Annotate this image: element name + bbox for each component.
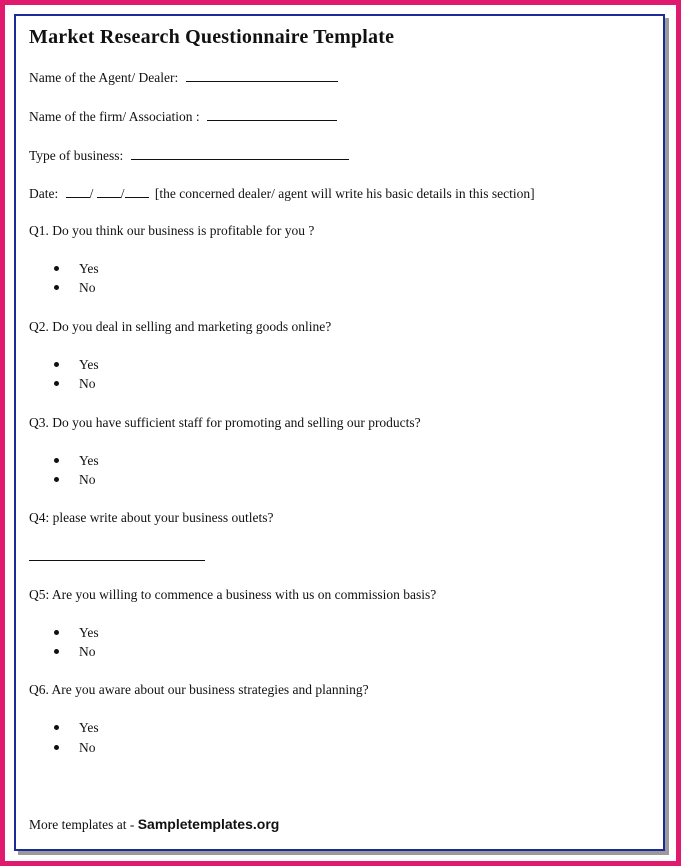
question-4: Q4: please write about your business outlets? xyxy=(29,510,274,525)
date-separator: / xyxy=(89,186,94,201)
bullet-icon xyxy=(54,458,59,463)
footer-brand-link[interactable]: Sampletemplates.org xyxy=(137,816,280,832)
date-month-line[interactable] xyxy=(97,185,121,198)
date-separator: / xyxy=(120,186,125,201)
option-label: No xyxy=(79,280,96,295)
date-note: [the concerned dealer/ agent will write his basic details in this section] xyxy=(154,186,535,201)
option-label: Yes xyxy=(79,720,99,735)
bullet-icon xyxy=(54,630,59,635)
agent-input-line[interactable] xyxy=(186,69,338,82)
document-title: Market Research Questionnaire Template xyxy=(29,26,395,48)
bullet-icon xyxy=(54,362,59,367)
bullet-icon xyxy=(54,477,59,482)
option-label: No xyxy=(79,472,96,487)
footer xyxy=(29,816,279,833)
date-year-line[interactable] xyxy=(125,185,149,198)
option-no[interactable] xyxy=(54,740,96,756)
business-input-line[interactable] xyxy=(131,147,349,160)
bullet-icon xyxy=(54,266,59,271)
firm-input-line[interactable] xyxy=(207,108,337,121)
option-yes[interactable] xyxy=(54,261,99,277)
firm-field xyxy=(29,108,337,125)
footer-prefix: More templates at - xyxy=(29,817,135,832)
date-field xyxy=(29,185,535,202)
agent-label: Name of the Agent/ Dealer: xyxy=(29,70,179,85)
answer-input-line[interactable] xyxy=(29,546,205,561)
option-label: No xyxy=(79,740,96,755)
question-5: Q5: Are you willing to commence a business with us on commission basis? xyxy=(29,587,437,602)
bullet-icon xyxy=(54,381,59,386)
option-no[interactable] xyxy=(54,280,96,296)
option-yes[interactable] xyxy=(54,453,99,469)
option-yes[interactable] xyxy=(54,357,99,373)
business-field xyxy=(29,147,349,164)
option-yes[interactable] xyxy=(54,625,99,641)
question-3: Q3. Do you have sufficient staff for promoting and selling our products? xyxy=(29,415,421,430)
business-label: Type of business: xyxy=(29,148,124,163)
option-label: Yes xyxy=(79,625,99,640)
firm-label: Name of the firm/ Association : xyxy=(29,109,200,124)
option-label: No xyxy=(79,376,96,391)
bullet-icon xyxy=(54,649,59,654)
option-label: Yes xyxy=(79,453,99,468)
bullet-icon xyxy=(54,725,59,730)
question-2: Q2. Do you deal in selling and marketing goods online? xyxy=(29,319,332,334)
option-label: Yes xyxy=(79,261,99,276)
date-label: Date: xyxy=(29,186,59,201)
option-no[interactable] xyxy=(54,472,96,488)
option-label: No xyxy=(79,644,96,659)
questionnaire-page xyxy=(16,16,663,849)
option-no[interactable] xyxy=(54,376,96,392)
option-label: Yes xyxy=(79,357,99,372)
agent-field xyxy=(29,69,338,86)
bullet-icon xyxy=(54,745,59,750)
bullet-icon xyxy=(54,285,59,290)
option-yes[interactable] xyxy=(54,720,99,736)
option-no[interactable] xyxy=(54,644,96,660)
date-day-line[interactable] xyxy=(66,185,90,198)
question-6: Q6. Are you aware about our business strategies and planning? xyxy=(29,682,369,697)
question-1: Q1. Do you think our business is profitable for you ? xyxy=(29,223,315,238)
